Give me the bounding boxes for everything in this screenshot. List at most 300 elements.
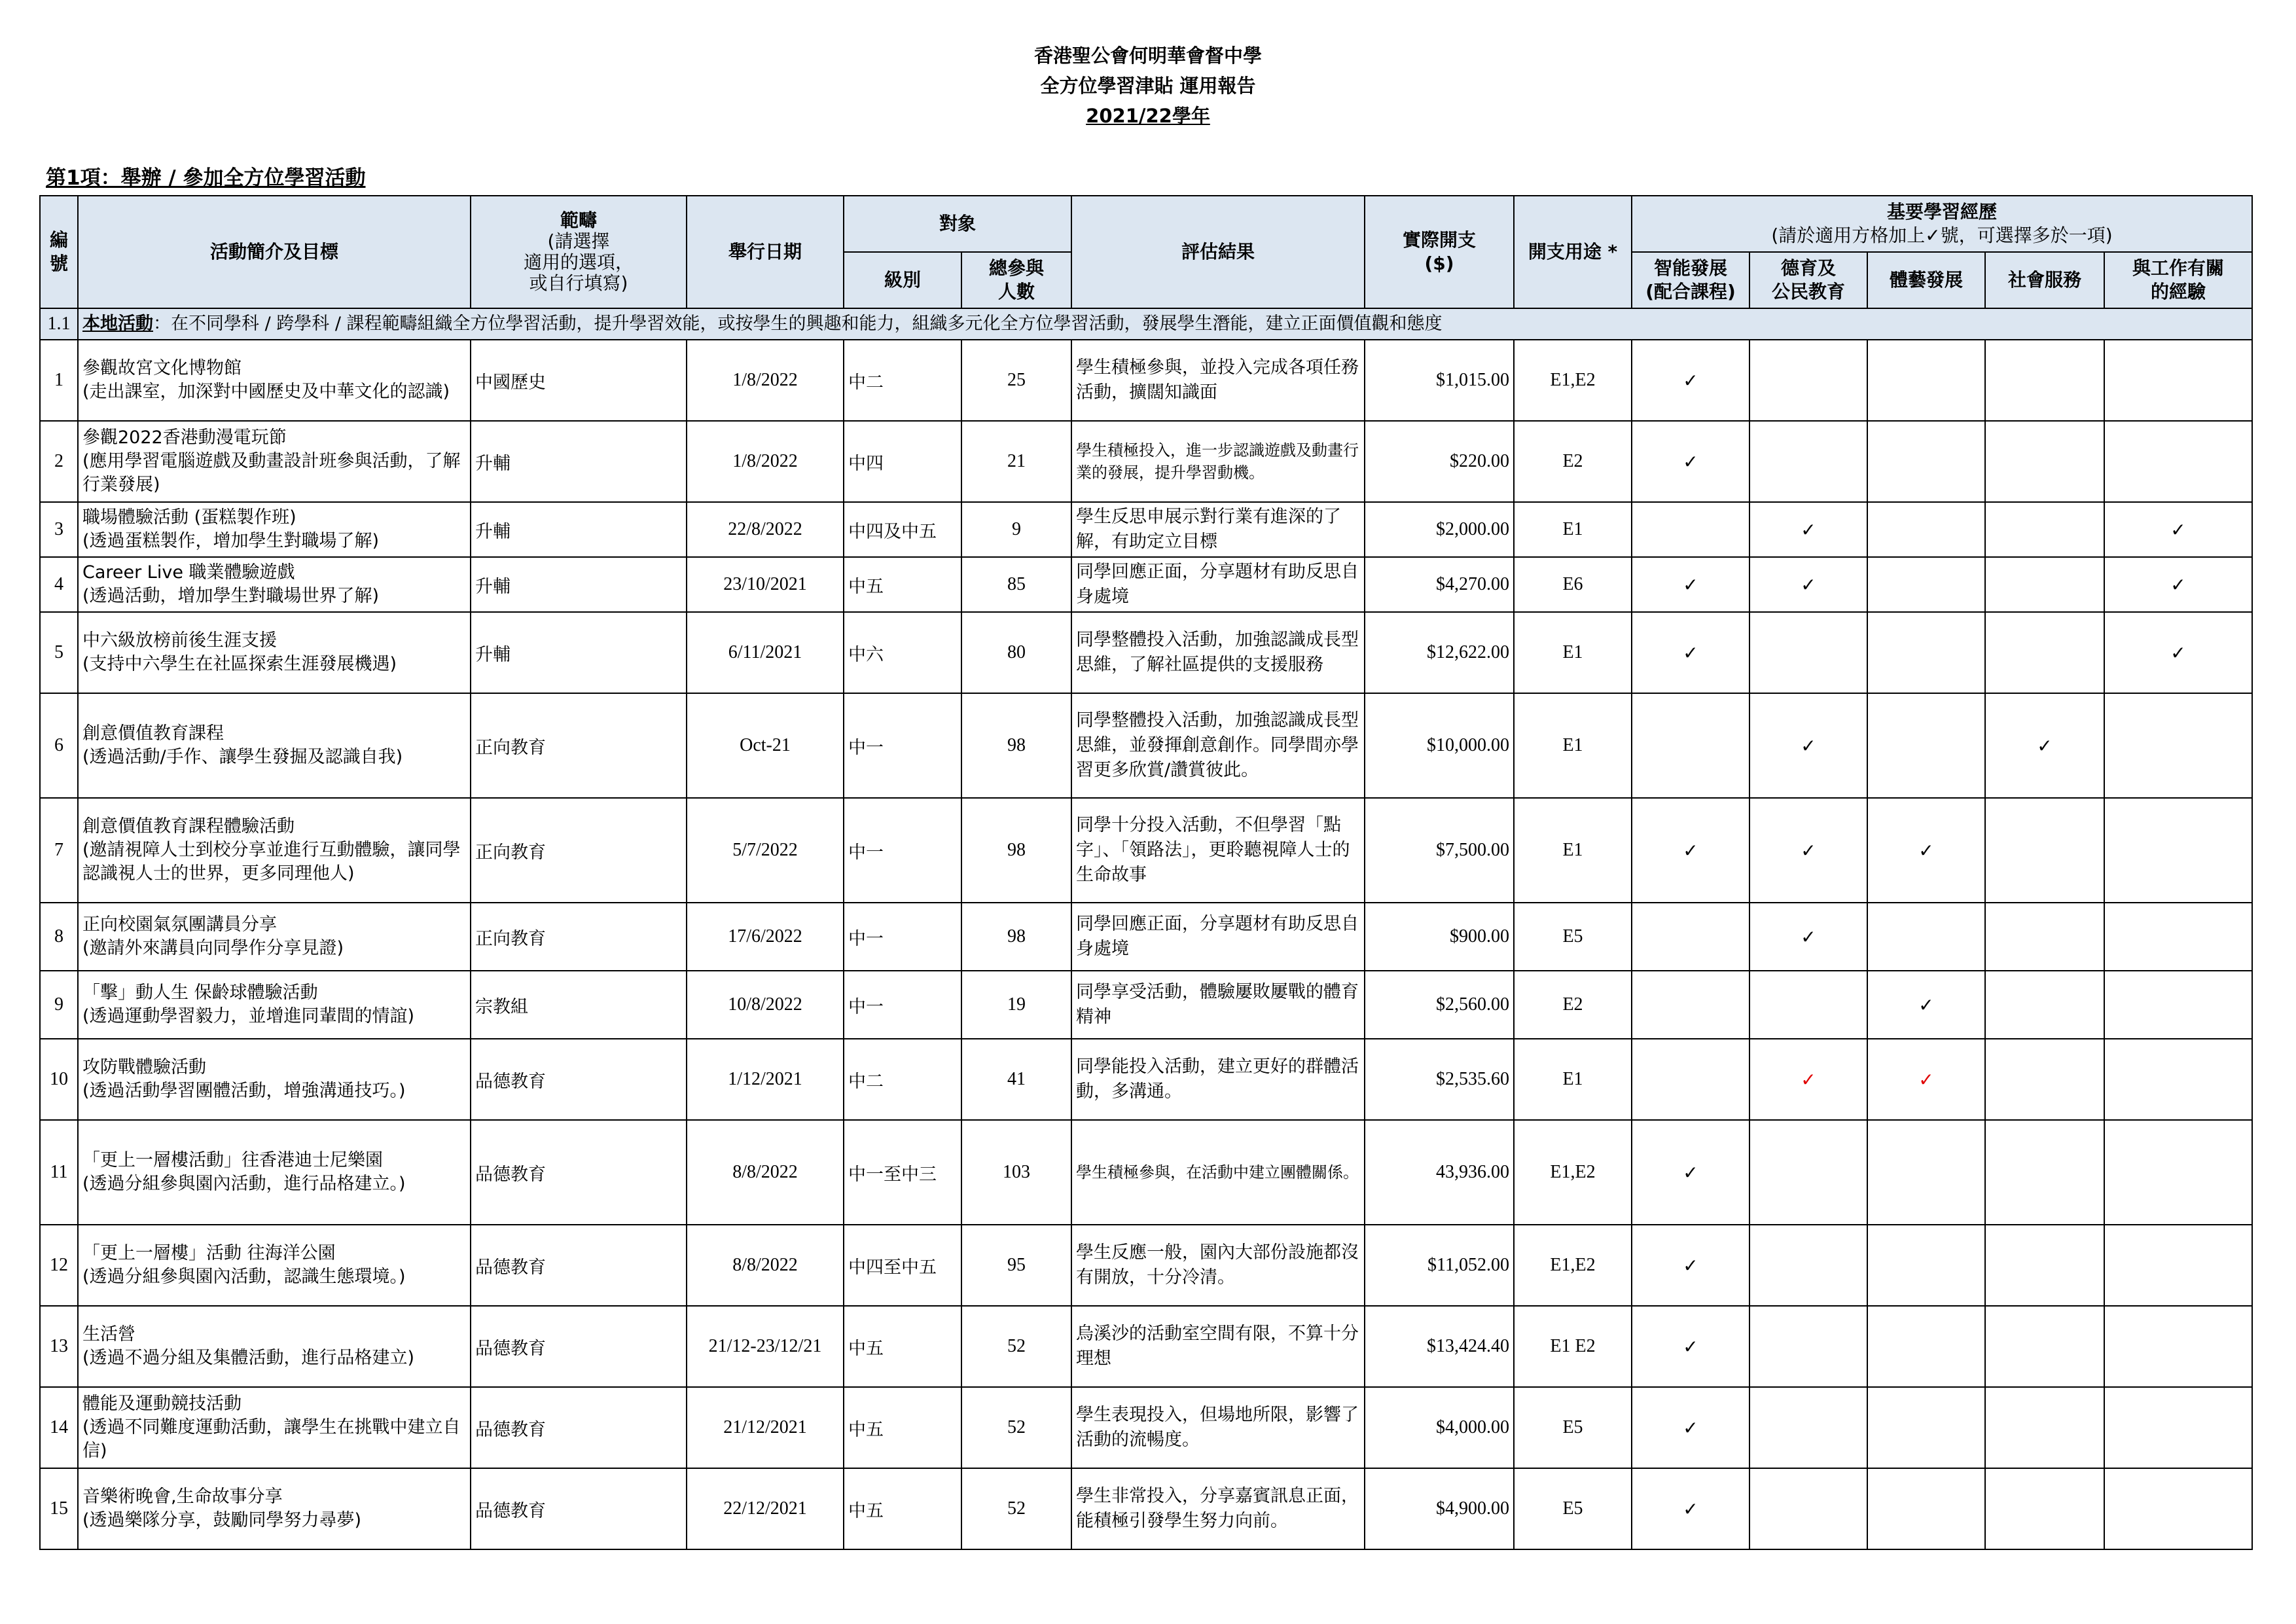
evaluation-cell: 同學整體投入活動，加強認識成長型思維，了解社區提供的支援服務 — [1071, 612, 1365, 693]
table-row — [40, 1120, 2252, 1225]
usage-cell: E6 — [1514, 557, 1632, 612]
report-title: 全方位學習津貼 運用報告 — [1040, 75, 1256, 97]
table-row — [40, 1039, 2252, 1120]
exp-intel-cell — [1632, 557, 1749, 612]
expense-cell: $4,270.00 — [1365, 557, 1514, 612]
row-no: 13 — [40, 1306, 78, 1387]
table-row — [40, 1306, 2252, 1387]
check-mark-icon: ✓ — [1918, 839, 1934, 861]
activity-goal: (透過活動，增加學生對職場世界了解) — [82, 586, 380, 606]
table-row — [40, 693, 2252, 798]
activity-cell — [78, 502, 471, 557]
exp-arts-cell — [1867, 557, 1985, 612]
exp-intel-cell — [1632, 798, 1749, 903]
exp-work-cell — [2104, 1225, 2252, 1306]
check-mark-icon: ✓ — [1801, 573, 1816, 596]
exp-moral-cell — [1749, 1468, 1867, 1549]
expense-cell: 43,936.00 — [1365, 1120, 1514, 1225]
exp-work-cell — [2104, 502, 2252, 557]
exp-community-cell — [1985, 502, 2104, 557]
row-no: 2 — [40, 421, 78, 502]
date-cell: 22/12/2021 — [687, 1468, 844, 1549]
exp-moral-cell — [1749, 903, 1867, 971]
level-cell: 中四至中五 — [844, 1225, 961, 1306]
activity-title: 體能及運動競技活動 — [82, 1394, 242, 1414]
exp-moral-cell — [1749, 502, 1867, 557]
activity-cell — [78, 340, 471, 421]
exp-community-cell — [1985, 1120, 2104, 1225]
col-scope-line: 適用的選項， — [523, 251, 634, 273]
scope-cell: 品德教育 — [471, 1120, 687, 1225]
expense-cell: $12,622.00 — [1365, 612, 1514, 693]
exp-intel-cell — [1632, 693, 1749, 798]
col-exp-arts: 體藝發展 — [1867, 252, 1985, 308]
date-cell: 1/8/2022 — [687, 421, 844, 502]
scope-cell: 升輔 — [471, 557, 687, 612]
date-cell: 22/8/2022 — [687, 502, 844, 557]
expense-cell: $10,000.00 — [1365, 693, 1514, 798]
exp-community-cell — [1985, 903, 2104, 971]
scope-cell: 品德教育 — [471, 1306, 687, 1387]
expense-cell: $11,052.00 — [1365, 1225, 1514, 1306]
usage-cell: E1 E2 — [1514, 1306, 1632, 1387]
exp-intel-cell — [1632, 1306, 1749, 1387]
exp-work-cell — [2104, 1039, 2252, 1120]
row-no: 12 — [40, 1225, 78, 1306]
table-row — [40, 1387, 2252, 1468]
participants-cell: 41 — [961, 1039, 1071, 1120]
check-mark-icon: ✓ — [2170, 518, 2186, 541]
exp-work-cell — [2104, 693, 2252, 798]
exp-arts-cell — [1867, 612, 1985, 693]
activity-goal: (透過分組參與園內活動，認識生態環境。) — [82, 1267, 406, 1287]
activity-cell — [78, 1387, 471, 1468]
scope-cell: 正向教育 — [471, 903, 687, 971]
table-row — [40, 1468, 2252, 1549]
usage-cell: E1 — [1514, 612, 1632, 693]
col-participants — [961, 252, 1071, 308]
col-exp-community: 社會服務 — [1985, 252, 2104, 308]
activity-title: 生活營 — [82, 1324, 135, 1344]
level-cell: 中五 — [844, 557, 961, 612]
row-no: 3 — [40, 502, 78, 557]
table-row — [40, 557, 2252, 612]
exp-intel-cell — [1632, 502, 1749, 557]
check-mark-icon: ✓ — [1683, 1254, 1698, 1276]
col-expense-line: ($) — [1424, 253, 1454, 274]
exp-moral-cell — [1749, 1039, 1867, 1120]
participants-cell: 103 — [961, 1120, 1071, 1225]
participants-cell: 19 — [961, 971, 1071, 1039]
evaluation-cell: 同學十分投入活動，不但學習「點字」、「領路法」，更聆聽視障人士的生命故事 — [1071, 798, 1365, 903]
usage-cell: E1,E2 — [1514, 340, 1632, 421]
exp-moral-cell — [1749, 340, 1867, 421]
check-mark-icon: ✓ — [1918, 1068, 1934, 1091]
check-mark-icon: ✓ — [2170, 573, 2186, 596]
exp-intel-cell — [1632, 1039, 1749, 1120]
exp-moral-cell — [1749, 971, 1867, 1039]
activity-goal: (透過分組參與園內活動，進行品格建立。) — [82, 1174, 406, 1194]
usage-cell: E1,E2 — [1514, 1225, 1632, 1306]
expense-cell: $220.00 — [1365, 421, 1514, 502]
evaluation-cell: 學生積極投入，進一步認識遊戲及動畫行業的發展，提升學習動機。 — [1071, 421, 1365, 502]
expense-cell: $4,900.00 — [1365, 1468, 1514, 1549]
exp-moral-cell — [1749, 798, 1867, 903]
col-exp-work — [2104, 252, 2252, 308]
check-mark-icon: ✓ — [1801, 1068, 1816, 1091]
exp-community-cell — [1985, 1306, 2104, 1387]
expense-cell: $7,500.00 — [1365, 798, 1514, 903]
activity-title: 職場體驗活動 (蛋糕製作班) — [82, 507, 296, 528]
row-no: 10 — [40, 1039, 78, 1120]
exp-moral-cell — [1749, 421, 1867, 502]
exp-intel-cell — [1632, 340, 1749, 421]
subsection-no: 1.1 — [40, 308, 78, 340]
expense-cell: $900.00 — [1365, 903, 1514, 971]
evaluation-cell: 同學整體投入活動，加強認識成長型思維，並發揮創意創作。同學間亦學習更多欣賞/讚賞彼此。 — [1071, 693, 1365, 798]
col-level: 級別 — [844, 252, 961, 308]
activity-goal: (透過活動學習團體活動，增強溝通技巧。) — [82, 1081, 406, 1101]
exp-community-cell — [1985, 798, 2104, 903]
table-row — [40, 421, 2252, 502]
check-mark-icon: ✓ — [1683, 1498, 1698, 1520]
activity-title: 「擊」動人生 保齡球體驗活動 — [82, 983, 318, 1003]
table-row — [40, 1225, 2252, 1306]
exp-intel-cell — [1632, 971, 1749, 1039]
expense-cell: $2,535.60 — [1365, 1039, 1514, 1120]
activity-goal: (透過蛋糕製作，增加學生對職場了解) — [82, 531, 380, 551]
usage-cell: E5 — [1514, 1387, 1632, 1468]
exp-community-cell — [1985, 1387, 2104, 1468]
exp-community-cell — [1985, 340, 2104, 421]
date-cell: 23/10/2021 — [687, 557, 844, 612]
exp-community-cell — [1985, 1039, 2104, 1120]
usage-cell: E5 — [1514, 1468, 1632, 1549]
subsection-description — [78, 308, 2252, 340]
exp-moral-cell — [1749, 557, 1867, 612]
exp-work-cell — [2104, 1306, 2252, 1387]
activity-cell — [78, 612, 471, 693]
exp-intel-cell — [1632, 1387, 1749, 1468]
scope-cell: 品德教育 — [471, 1225, 687, 1306]
exp-work-cell — [2104, 903, 2252, 971]
activity-title: 創意價值教育課程 — [82, 723, 224, 744]
exp-moral-cell — [1749, 1387, 1867, 1468]
activity-title: 音樂術晚會,生命故事分享 — [82, 1487, 283, 1507]
date-cell: 17/6/2022 — [687, 903, 844, 971]
subsection-text: ：在不同學科 / 跨學科 / 課程範疇組織全方位學習活動，提升學習效能，或按學生的興趣和能力，組織多元化全方位學習活動，發展學生潛能，建立正面價值觀和態度 — [153, 314, 1443, 334]
level-cell: 中一至中三 — [844, 1120, 961, 1225]
level-cell: 中二 — [844, 1039, 961, 1120]
date-cell: 1/12/2021 — [687, 1039, 844, 1120]
exp-arts-cell — [1867, 798, 1985, 903]
row-no: 6 — [40, 693, 78, 798]
date-cell: 5/7/2022 — [687, 798, 844, 903]
activity-goal: (透過活動/手作、讓學生發掘及認識自我) — [82, 747, 403, 767]
exp-work-cell — [2104, 421, 2252, 502]
exp-intel-cell — [1632, 1468, 1749, 1549]
usage-cell: E2 — [1514, 971, 1632, 1039]
col-participants-line: 總參與 — [989, 257, 1045, 279]
check-mark-icon: ✓ — [1683, 1416, 1698, 1439]
row-no: 4 — [40, 557, 78, 612]
row-no: 1 — [40, 340, 78, 421]
exp-arts-cell — [1867, 1120, 1985, 1225]
check-mark-icon: ✓ — [1683, 1161, 1698, 1183]
activity-cell — [78, 1468, 471, 1549]
activity-cell — [78, 1039, 471, 1120]
table-row — [40, 971, 2252, 1039]
activity-goal: (透過運動學習毅力，並增進同輩間的情誼) — [82, 1006, 415, 1026]
evaluation-cell: 同學享受活動，體驗屢敗屢戰的體育精神 — [1071, 971, 1365, 1039]
table-row — [40, 798, 2252, 903]
row-no: 9 — [40, 971, 78, 1039]
activity-title: 參觀故宮文化博物館 — [82, 358, 242, 378]
usage-cell: E1 — [1514, 798, 1632, 903]
exp-arts-cell — [1867, 502, 1985, 557]
check-mark-icon: ✓ — [1801, 518, 1816, 541]
check-mark-icon: ✓ — [1801, 839, 1816, 861]
exp-community-cell — [1985, 1468, 2104, 1549]
activity-title: 「更上一層樓活動」往香港迪士尼樂園 — [82, 1150, 383, 1170]
usage-cell: E5 — [1514, 903, 1632, 971]
col-activity: 活動簡介及目標 — [78, 196, 471, 308]
exp-work-cell — [2104, 340, 2252, 421]
scope-cell: 宗教組 — [471, 971, 687, 1039]
evaluation-cell: 同學回應正面，分享題材有助反思自身處境 — [1071, 557, 1365, 612]
check-mark-icon: ✓ — [1683, 369, 1698, 391]
exp-intel-cell — [1632, 421, 1749, 502]
activity-title: 正向校園氣氛團講員分享 — [82, 914, 277, 935]
row-no: 14 — [40, 1387, 78, 1468]
activity-table — [39, 195, 2253, 1550]
col-exp-work-line: 與工作有關 — [2132, 257, 2225, 279]
exp-arts-cell — [1867, 1387, 1985, 1468]
date-cell: 10/8/2022 — [687, 971, 844, 1039]
evaluation-cell: 同學回應正面，分享題材有助反思自身處境 — [1071, 903, 1365, 971]
evaluation-cell: 學生非常投入，分享嘉賓訊息正面，能積極引發學生努力向前。 — [1071, 1468, 1365, 1549]
exp-work-cell — [2104, 557, 2252, 612]
activity-cell — [78, 971, 471, 1039]
exp-arts-cell — [1867, 1225, 1985, 1306]
activity-title: 中六級放榜前後生涯支援 — [82, 630, 277, 651]
evaluation-cell: 同學能投入活動，建立更好的群體活動，多溝通。 — [1071, 1039, 1365, 1120]
scope-cell: 正向教育 — [471, 693, 687, 798]
scope-cell: 升輔 — [471, 421, 687, 502]
exp-arts-cell — [1867, 1306, 1985, 1387]
check-mark-icon: ✓ — [1683, 450, 1698, 473]
exp-moral-cell — [1749, 612, 1867, 693]
activity-goal: (邀請外來講員向同學作分享見證) — [82, 938, 344, 958]
participants-cell: 98 — [961, 903, 1071, 971]
check-mark-icon: ✓ — [1801, 734, 1816, 757]
activity-cell — [78, 1306, 471, 1387]
date-cell: 21/12/2021 — [687, 1387, 844, 1468]
exp-community-cell — [1985, 1225, 2104, 1306]
level-cell: 中一 — [844, 971, 961, 1039]
date-cell: 6/11/2021 — [687, 612, 844, 693]
expense-cell: $1,015.00 — [1365, 340, 1514, 421]
school-name: 香港聖公會何明華會督中學 — [1033, 45, 1262, 67]
activity-title: 「更上一層樓」活動 往海洋公園 — [82, 1243, 336, 1263]
col-date: 舉行日期 — [687, 196, 844, 308]
col-usage: 開支用途 * — [1514, 196, 1632, 308]
table-row — [40, 502, 2252, 557]
level-cell: 中五 — [844, 1306, 961, 1387]
col-exp-moral — [1749, 252, 1867, 308]
exp-community-cell — [1985, 971, 2104, 1039]
scope-cell: 升輔 — [471, 502, 687, 557]
level-cell: 中一 — [844, 798, 961, 903]
activity-goal: (走出課室，加深對中國歷史及中華文化的認識) — [82, 382, 450, 402]
participants-cell: 80 — [961, 612, 1071, 693]
date-cell: 8/8/2022 — [687, 1225, 844, 1306]
col-evaluation: 評估結果 — [1071, 196, 1365, 308]
exp-arts-cell — [1867, 340, 1985, 421]
evaluation-cell: 學生表現投入，但場地所限，影響了活動的流暢度。 — [1071, 1387, 1365, 1468]
activity-goal: (支持中六學生在社區探索生涯發展機遇) — [82, 654, 397, 674]
activity-title: 參觀2022香港動漫電玩節 — [82, 427, 287, 448]
col-exp-work-line: 的經驗 — [2151, 281, 2206, 302]
col-expense-line: 實際開支 — [1403, 229, 1477, 251]
level-cell: 中五 — [844, 1468, 961, 1549]
activity-cell — [78, 421, 471, 502]
activity-cell — [78, 693, 471, 798]
col-experiences-title: 基要學習經歷 — [1887, 201, 1998, 223]
expense-cell: $2,560.00 — [1365, 971, 1514, 1039]
exp-community-cell — [1985, 557, 2104, 612]
exp-arts-cell — [1867, 421, 1985, 502]
col-scope-line: 或自行填寫) — [529, 272, 628, 294]
expense-cell: $2,000.00 — [1365, 502, 1514, 557]
date-cell: 8/8/2022 — [687, 1120, 844, 1225]
col-exp-intel — [1632, 252, 1749, 308]
evaluation-cell: 學生積極參與，並投入完成各項任務活動，擴闊知識面 — [1071, 340, 1365, 421]
exp-arts-cell — [1867, 1468, 1985, 1549]
col-scope-line: 範疇 — [560, 209, 597, 231]
subsection-label: 本地活動 — [82, 314, 153, 334]
evaluation-cell: 學生積極參與，在活動中建立團體關係。 — [1071, 1120, 1365, 1225]
exp-work-cell — [2104, 798, 2252, 903]
exp-community-cell — [1985, 421, 2104, 502]
document-header — [0, 41, 2296, 131]
row-no: 7 — [40, 798, 78, 903]
table-row — [40, 612, 2252, 693]
col-exp-intel-line: 智能發展 — [1654, 257, 1728, 279]
exp-work-cell — [2104, 1387, 2252, 1468]
level-cell: 中四 — [844, 421, 961, 502]
activity-cell — [78, 798, 471, 903]
participants-cell: 21 — [961, 421, 1071, 502]
participants-cell: 9 — [961, 502, 1071, 557]
check-mark-icon: ✓ — [1683, 839, 1698, 861]
level-cell: 中六 — [844, 612, 961, 693]
col-exp-moral-line: 德育及 — [1781, 257, 1837, 279]
participants-cell: 52 — [961, 1306, 1071, 1387]
exp-intel-cell — [1632, 612, 1749, 693]
participants-cell: 25 — [961, 340, 1071, 421]
table-row — [40, 340, 2252, 421]
exp-arts-cell — [1867, 693, 1985, 798]
scope-cell: 正向教育 — [471, 798, 687, 903]
row-no: 15 — [40, 1468, 78, 1549]
exp-moral-cell — [1749, 1225, 1867, 1306]
col-exp-moral-line: 公民教育 — [1772, 281, 1846, 302]
evaluation-cell: 學生反應一般，園內大部份設施都沒有開放，十分冷清。 — [1071, 1225, 1365, 1306]
participants-cell: 95 — [961, 1225, 1071, 1306]
scope-cell: 品德教育 — [471, 1039, 687, 1120]
usage-cell: E1,E2 — [1514, 1120, 1632, 1225]
exp-work-cell — [2104, 1120, 2252, 1225]
col-experiences-note: (請於適用方格加上✓號，可選擇多於一項) — [1771, 225, 2113, 246]
subsection-row — [40, 308, 2252, 340]
check-mark-icon: ✓ — [1801, 926, 1816, 948]
activity-cell — [78, 557, 471, 612]
col-no: 編號 — [40, 196, 78, 308]
activity-goal: (邀請視障人士到校分享並進行互動體驗，讓同學認識視人士的世界，更多同理他人) — [82, 840, 461, 884]
col-scope-line: (請選擇 — [547, 230, 610, 252]
participants-cell: 52 — [961, 1387, 1071, 1468]
expense-cell: $4,000.00 — [1365, 1387, 1514, 1468]
activity-title: 攻防戰體驗活動 — [82, 1057, 206, 1077]
exp-work-cell — [2104, 612, 2252, 693]
date-cell: 21/12-23/12/21 — [687, 1306, 844, 1387]
activity-title: 創意價值教育課程體驗活動 — [82, 816, 295, 837]
evaluation-cell: 學生反思申展示對行業有進深的了解，有助定立目標 — [1071, 502, 1365, 557]
date-cell: 1/8/2022 — [687, 340, 844, 421]
exp-community-cell — [1985, 693, 2104, 798]
exp-work-cell — [2104, 1468, 2252, 1549]
usage-cell: E1 — [1514, 693, 1632, 798]
activity-goal: (透過不同難度運動活動，讓學生在挑戰中建立自信) — [82, 1417, 461, 1461]
scope-cell: 品德教育 — [471, 1468, 687, 1549]
scope-cell: 升輔 — [471, 612, 687, 693]
participants-cell: 52 — [961, 1468, 1071, 1549]
exp-arts-cell — [1867, 971, 1985, 1039]
expense-cell: $13,424.40 — [1365, 1306, 1514, 1387]
col-target: 對象 — [844, 196, 1071, 252]
activity-title: Career Live 職業體驗遊戲 — [82, 562, 295, 583]
activity-cell — [78, 1120, 471, 1225]
activity-cell — [78, 903, 471, 971]
exp-intel-cell — [1632, 1120, 1749, 1225]
col-expense — [1365, 196, 1514, 308]
check-mark-icon: ✓ — [1918, 994, 1934, 1016]
level-cell: 中五 — [844, 1387, 961, 1468]
scope-cell: 中國歷史 — [471, 340, 687, 421]
school-year: 2021/22學年 — [1086, 105, 1210, 127]
exp-moral-cell — [1749, 693, 1867, 798]
activity-goal: (應用學習電腦遊戲及動畫設計班參與活動，了解行業發展) — [82, 451, 461, 495]
check-mark-icon: ✓ — [1683, 573, 1698, 596]
check-mark-icon: ✓ — [1683, 641, 1698, 664]
check-mark-icon: ✓ — [2037, 734, 2053, 757]
exp-arts-cell — [1867, 1039, 1985, 1120]
exp-community-cell — [1985, 612, 2104, 693]
exp-arts-cell — [1867, 903, 1985, 971]
usage-cell: E2 — [1514, 421, 1632, 502]
level-cell: 中一 — [844, 693, 961, 798]
exp-moral-cell — [1749, 1120, 1867, 1225]
exp-work-cell — [2104, 971, 2252, 1039]
activity-goal: (透過不過分組及集體活動，進行品格建立) — [82, 1348, 415, 1368]
evaluation-cell: 烏溪沙的活動室空間有限，不算十分理想 — [1071, 1306, 1365, 1387]
scope-cell: 品德教育 — [471, 1387, 687, 1468]
participants-cell: 98 — [961, 798, 1071, 903]
section-title: 第1項：舉辦 / 參加全方位學習活動 — [46, 166, 366, 190]
col-exp-intel-line: (配合課程) — [1645, 281, 1736, 302]
activity-cell — [78, 1225, 471, 1306]
